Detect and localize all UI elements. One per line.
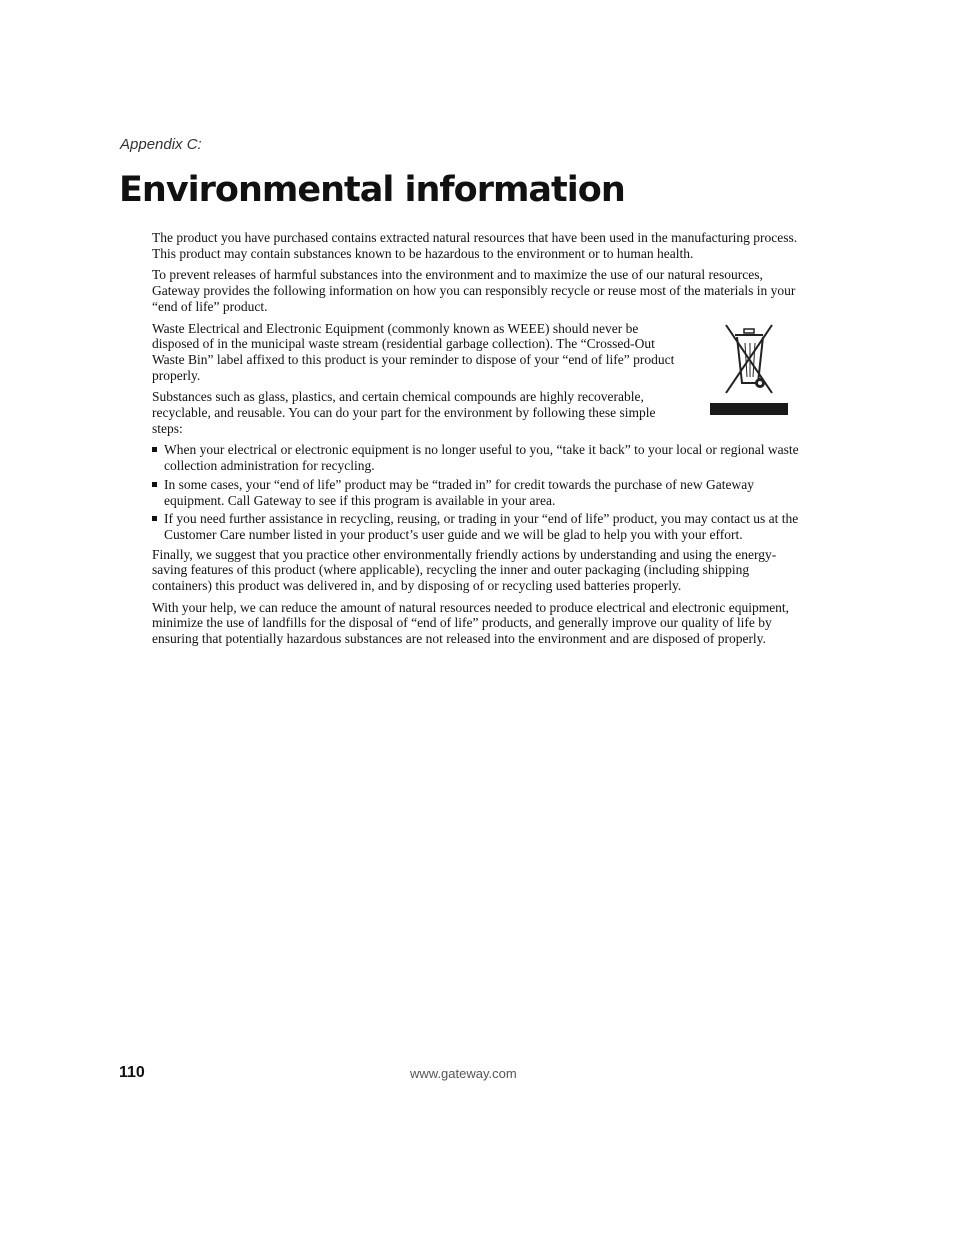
body-text xyxy=(152,230,800,653)
bullet-icon xyxy=(152,447,157,452)
page-title: Environmental information xyxy=(119,170,625,210)
step-text: In some cases, your “end of life” product may be “traded in” for credit towards the purchase of new Gateway equipment. Call Gateway to see if this program is available in your area. xyxy=(164,476,755,508)
weee-bar xyxy=(710,403,788,415)
page-number: 110 xyxy=(119,1064,145,1081)
paragraph-with-your-help: With your help, we can reduce the amount of natural resources needed to produce electrical and electronic equipment, minimize the use of landfills for the disposal of “end of life” products, and generally improve our quality of life by ensuring that potentially hazardous substances are not released into the environment and are disposed of properly. xyxy=(152,599,790,647)
bullet-icon xyxy=(152,516,157,521)
step-text: When your electrical or electronic equipment is no longer useful to you, “take it back” to your local or regional waste collection administration for recycling. xyxy=(164,442,799,474)
paragraph-substances: Substances such as glass, plastics, and certain chemical compounds are highly recoverable, recyclable, and reusable. You can do your part for the environment by following these simple steps: xyxy=(152,389,656,436)
paragraph-finally: Finally, we suggest that you practice other environmentally friendly actions by understanding and using the energy-saving features of this product (where applicable), recycling the inner and outer packaging (including shipping containers) this product was delivered in, and by disposing of or recycling used batteries properly. xyxy=(152,546,777,594)
list-item xyxy=(152,477,800,508)
waste-bin-icon xyxy=(710,321,788,401)
appendix-label: Appendix C: xyxy=(120,136,202,153)
weee-text xyxy=(152,321,687,437)
crossed-out-waste-bin-icon xyxy=(710,321,788,417)
bullet-icon xyxy=(152,482,157,487)
paragraph-intro: The product you have purchased contains extracted natural resources that have been used in the manufacturing process. This product may contain substances known to be hazardous to the environment or to human health. xyxy=(152,230,798,261)
recycling-steps-list xyxy=(152,442,800,542)
list-item xyxy=(152,511,800,542)
list-item xyxy=(152,442,800,473)
step-text: If you need further assistance in recycling, reusing, or trading in your “end of life” product, you may contact us at the Customer Care number listed in your product’s user guide and we will be glad to help you with your effort. xyxy=(164,511,799,542)
paragraph-weee: Waste Electrical and Electronic Equipment (commonly known as WEEE) should never be disposed of in the municipal waste stream (residential garbage collection). The “Crossed-Out Waste Bin” label affixed to this product is your reminder to dispose of your “end of life” product properly. xyxy=(152,320,675,383)
paragraph-prevention: To prevent releases of harmful substances into the environment and to maximize the use of our natural resources, Gateway provides the following information on how you can responsibly recycle or reuse most of the materials in your “end of life” product. xyxy=(152,267,796,314)
weee-section xyxy=(152,321,800,437)
footer-url: www.gateway.com xyxy=(410,1066,517,1081)
